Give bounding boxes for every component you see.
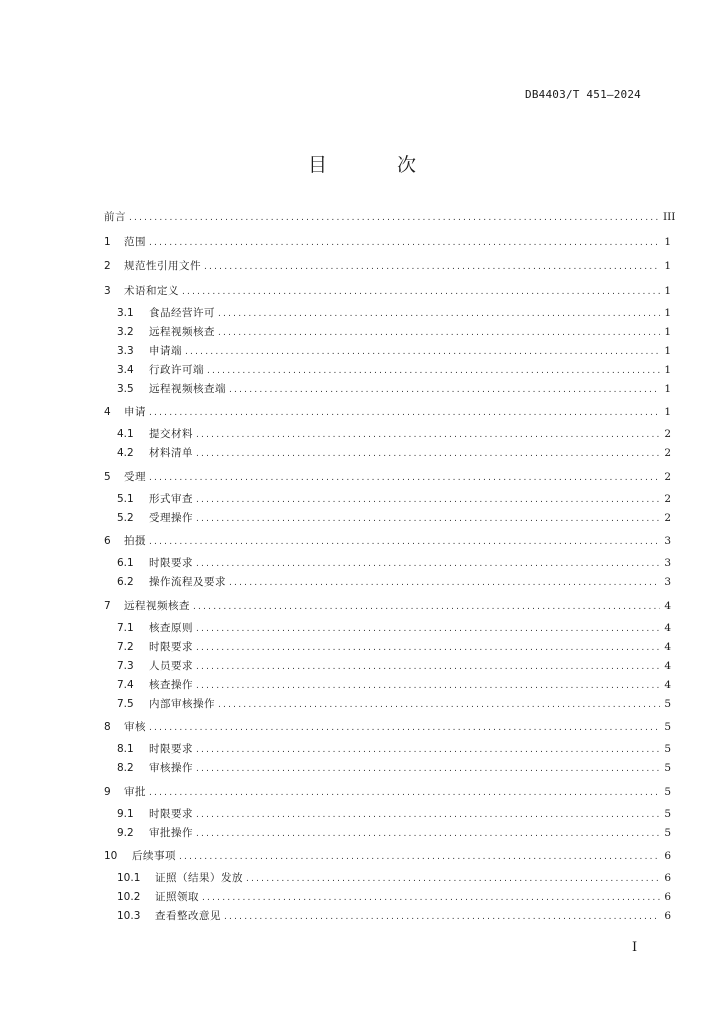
toc-entry-number: 9 (104, 785, 111, 798)
toc-entry-page: 5 (664, 743, 671, 755)
toc-entry-title: 形式审查 (149, 492, 193, 505)
toc-entry (117, 344, 671, 359)
toc-entry-number: 7.1 (117, 621, 134, 634)
toc-leader-dots (149, 535, 660, 549)
toc-entry-title: 审核操作 (149, 762, 193, 774)
toc-entry (104, 210, 676, 225)
toc-entry-page: 5 (664, 762, 671, 774)
toc-entry-number: 7.4 (117, 678, 134, 691)
toc-entry-title: 拍摄 (124, 535, 146, 547)
toc-leader-dots (193, 600, 660, 614)
toc-entry-title: 范围 (124, 235, 146, 248)
toc-entry (117, 659, 671, 674)
toc-entry (104, 470, 671, 485)
toc-entry-title: 时限要求 (149, 557, 193, 569)
toc-entry-title: 受理 (124, 470, 146, 483)
toc-entry (117, 761, 671, 776)
toc-entry-number: 3.2 (117, 325, 134, 338)
toc-leader-dots (149, 786, 660, 800)
toc-entry-title: 核查原则 (149, 621, 193, 634)
toc-leader-dots (129, 211, 660, 225)
toc-entry-number: 4.1 (117, 428, 134, 440)
toc-leader-dots (246, 872, 660, 886)
toc-leader-dots (185, 345, 660, 359)
toc-entry-page: 4 (664, 599, 671, 612)
toc-leader-dots (149, 406, 660, 420)
toc-entry-title: 行政许可端 (149, 363, 204, 376)
toc-entry-page: 2 (664, 470, 671, 483)
toc-entry (104, 849, 671, 864)
toc-entry-number: 1 (104, 235, 111, 248)
toc-entry-page: 1 (664, 284, 671, 297)
toc-leader-dots (207, 364, 660, 378)
toc-entry-page: 2 (664, 492, 671, 505)
toc-entry-number: 7.5 (117, 697, 134, 710)
toc-leader-dots (196, 493, 660, 507)
toc-entry-number: 10.2 (117, 891, 141, 903)
toc-entry (117, 909, 671, 924)
toc-leader-dots (182, 285, 660, 299)
toc-leader-dots (202, 891, 660, 905)
toc-entry (104, 405, 671, 420)
toc-entry (117, 325, 671, 340)
page-title: 目 次 (307, 154, 449, 176)
toc-entry-title: 远程视频核查 (124, 599, 190, 612)
toc-entry-title: 证照（结果）发放 (155, 872, 243, 884)
toc-entry-number: 5.2 (117, 511, 134, 524)
toc-leader-dots (196, 827, 660, 841)
toc-entry-page: 2 (664, 428, 671, 440)
toc-entry-title: 证照领取 (155, 891, 199, 903)
toc-entry (104, 785, 671, 800)
toc-entry (117, 871, 671, 886)
toc-entry (117, 306, 671, 321)
toc-entry-title: 材料清单 (149, 447, 193, 459)
toc-entry-title: 核查操作 (149, 678, 193, 691)
toc-entry-number: 6.2 (117, 576, 134, 588)
toc-entry-title: 后续事项 (132, 850, 176, 862)
toc-entry (104, 235, 671, 250)
toc-entry-number: 2 (104, 260, 111, 272)
toc-entry-page: 4 (664, 640, 671, 653)
toc-entry-title: 人员要求 (149, 659, 193, 672)
toc-entry (104, 720, 671, 735)
toc-entry (104, 284, 671, 299)
toc-entry-number: 8.2 (117, 762, 134, 774)
toc-leader-dots (224, 910, 660, 924)
toc-entry-number: 4.2 (117, 447, 134, 459)
toc-entry (117, 556, 671, 571)
toc-leader-dots (196, 557, 660, 571)
toc-entry (104, 534, 671, 549)
toc-entry-page: 5 (664, 807, 671, 820)
toc-entry (117, 742, 671, 757)
toc-leader-dots (196, 762, 660, 776)
toc-entry-title: 申请端 (149, 344, 182, 357)
toc-entry-page: 1 (664, 260, 671, 272)
toc-entry-title: 时限要求 (149, 743, 193, 755)
toc-leader-dots (196, 660, 660, 674)
toc-entry (117, 697, 671, 712)
toc-entry (117, 678, 671, 693)
toc-entry-page: 2 (664, 447, 671, 459)
toc-entry-title: 操作流程及要求 (149, 576, 226, 588)
toc-entry-page: 3 (664, 557, 671, 569)
toc-entry (117, 363, 671, 378)
toc-entry-number: 10.3 (117, 910, 141, 922)
toc-entry-page: 1 (664, 363, 671, 376)
toc-entry-number: 8 (104, 721, 111, 733)
toc-entry-number: 3.3 (117, 344, 134, 357)
toc-entry-page: 6 (664, 872, 671, 884)
toc-entry (117, 446, 671, 461)
toc-entry-page: III (663, 211, 676, 223)
toc-entry-title: 提交材料 (149, 428, 193, 440)
page-number: I (632, 940, 638, 955)
toc-entry-page: 5 (664, 697, 671, 710)
toc-entry-number: 10.1 (117, 872, 141, 884)
toc-leader-dots (229, 383, 660, 397)
toc-entry-number: 3.5 (117, 382, 134, 395)
toc-entry-page: 1 (664, 325, 671, 338)
toc-entry (117, 427, 671, 442)
toc-entry-title: 远程视频核查 (149, 325, 215, 338)
toc-leader-dots (196, 679, 660, 693)
toc-entry-number: 7.2 (117, 640, 134, 653)
toc-entry-page: 5 (664, 826, 671, 839)
toc-leader-dots (149, 721, 660, 735)
toc-leader-dots (196, 622, 660, 636)
toc-entry-page: 1 (664, 406, 671, 418)
toc-entry-title: 时限要求 (149, 807, 193, 820)
toc-entry-page: 5 (664, 785, 671, 798)
toc-entry-number: 9.2 (117, 826, 134, 839)
toc-entry-number: 4 (104, 406, 111, 418)
toc-entry-number: 5.1 (117, 492, 134, 505)
toc-entry-page: 1 (664, 344, 671, 357)
toc-entry-page: 6 (664, 891, 671, 903)
toc-entry-title: 审批操作 (149, 826, 193, 839)
toc-entry-page: 6 (664, 850, 671, 862)
document-code: DB4403/T 451—2024 (525, 88, 641, 101)
toc-entry (117, 621, 671, 636)
toc-entry-number: 10 (104, 850, 118, 862)
toc-entry-page: 4 (664, 678, 671, 691)
toc-entry-number: 5 (104, 470, 111, 483)
toc-leader-dots (196, 512, 660, 526)
toc-leader-dots (204, 260, 660, 274)
toc-leader-dots (196, 808, 660, 822)
toc-entry-title: 前言 (104, 211, 126, 223)
toc-entry-title: 审批 (124, 785, 146, 798)
toc-entry-number: 9.1 (117, 807, 134, 820)
toc-entry (104, 599, 671, 614)
toc-entry-number: 3 (104, 284, 111, 297)
toc-leader-dots (196, 743, 660, 757)
toc-entry (117, 382, 671, 397)
toc-entry-number: 3.1 (117, 306, 134, 319)
toc-leader-dots (229, 576, 660, 590)
toc-entry (117, 511, 671, 526)
toc-entry (117, 640, 671, 655)
toc-entry-page: 1 (664, 382, 671, 395)
toc-entry-number: 6 (104, 535, 111, 547)
toc-entry-title: 食品经营许可 (149, 306, 215, 319)
toc-entry-page: 3 (664, 576, 671, 588)
toc-entry (117, 492, 671, 507)
toc-leader-dots (196, 428, 660, 442)
toc-entry-title: 受理操作 (149, 511, 193, 524)
toc-entry-title: 时限要求 (149, 640, 193, 653)
toc-entry (117, 890, 671, 905)
toc-entry-page: 1 (664, 306, 671, 319)
toc-entry-number: 6.1 (117, 557, 134, 569)
toc-entry-page: 6 (664, 910, 671, 922)
toc-leader-dots (149, 236, 660, 250)
toc-entry-page: 1 (664, 235, 671, 248)
toc-leader-dots (218, 326, 660, 340)
toc-leader-dots (149, 471, 660, 485)
toc-leader-dots (218, 307, 660, 321)
toc-entry-title: 内部审核操作 (149, 697, 215, 710)
toc-entry-title: 审核 (124, 721, 146, 733)
toc-entry (117, 575, 671, 590)
toc-entry (117, 807, 671, 822)
toc-entry-title: 术语和定义 (124, 284, 179, 297)
toc-entry-page: 5 (664, 721, 671, 733)
toc-leader-dots (196, 641, 660, 655)
toc-entry-page: 4 (664, 659, 671, 672)
toc-leader-dots (218, 698, 660, 712)
toc-entry-title: 远程视频核查端 (149, 382, 226, 395)
toc-leader-dots (196, 447, 660, 461)
toc-entry (117, 826, 671, 841)
toc-entry-title: 查看整改意见 (155, 910, 221, 922)
toc-entry-page: 4 (664, 621, 671, 634)
toc-entry-page: 2 (664, 511, 671, 524)
toc-entry-number: 7 (104, 599, 111, 612)
toc-entry (104, 259, 671, 274)
toc-leader-dots (179, 850, 660, 864)
toc-entry-number: 7.3 (117, 659, 134, 672)
toc-entry-number: 8.1 (117, 743, 134, 755)
toc-entry-title: 规范性引用文件 (124, 260, 201, 272)
toc-entry-page: 3 (664, 535, 671, 547)
toc-entry-number: 3.4 (117, 363, 134, 376)
toc-entry-title: 申请 (124, 406, 146, 418)
